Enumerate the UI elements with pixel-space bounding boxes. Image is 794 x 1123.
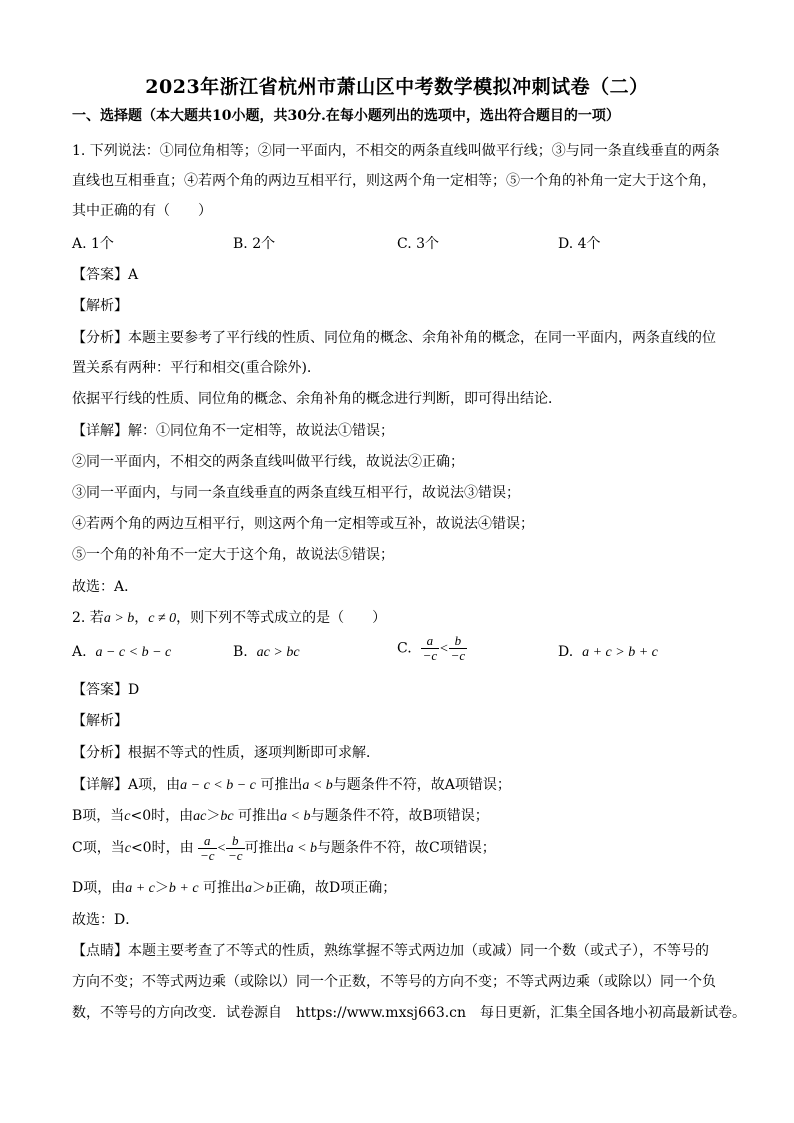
fraction: $\frac{b}{-c}$	[228, 832, 243, 863]
q1-answer: 【答案】A	[72, 267, 139, 283]
q2-fenxi: 【分析】根据不等式的性质，逐项判断即可求解．	[72, 745, 380, 761]
q1-detail-line: 故选：A．	[72, 579, 139, 595]
q1-stem-line3: 其中正确的有（ ）	[72, 203, 212, 219]
q1-fenxi-line3: 依据平行线的性质、同位角的概念、余角补角的概念进行判断，即可得出结论．	[72, 391, 562, 407]
q1-option-a: A. 1个	[72, 236, 114, 252]
q1-detail-line: ③同一平面内，与同一条直线垂直的两条直线互相平行，故说法③错误；	[72, 485, 520, 501]
q2-detail-a: 【详解】A项，由a − c < b − c 可推出a < b与题条件不符，故A项错误；	[72, 777, 511, 793]
q1-fenxi-line2: 置关系有两种：平行和相交(重合除外).	[72, 360, 312, 376]
q2-dianjing-line2: 方向不变；不等式两边乘（或除以）同一个正数，不等号的方向不变；不等式两边乘（或除以）同一个负	[72, 974, 716, 990]
q1-stem-line2: 直线也互相垂直；④若两个角的两边互相平行，则这两个角一定相等；⑤一个角的补角一定大于这个角，	[72, 173, 716, 189]
q2-detail-d: D项，由a + c＞b + c 可推出a＞b正确，故D项正确；	[72, 880, 397, 896]
fraction: $\frac{a}{-c}$	[422, 633, 438, 663]
q1-option-b: B. 2个	[233, 236, 276, 252]
q1-analysis-label: 【解析】	[72, 298, 128, 314]
q2-option-a: A. a − c < b − c	[72, 644, 172, 660]
q2-dianjing-line3: 数，不等号的方向改变．试卷源自 https://www.mxsj663.cn 每日更新，汇集全国各地小初高最新试卷。	[72, 1005, 747, 1021]
q2-option-d: D. a + c > b + c	[558, 644, 658, 660]
q1-fenxi-line1: 【分析】本题主要参考了平行线的性质、同位角的概念、余角补角的概念，在同一平面内，两条直线的位	[72, 330, 716, 346]
q1-detail-line: ⑤一个角的补角不一定大于这个角，故说法⑤错误；	[72, 547, 394, 563]
q2-option-c: C. $\frac{a}{-c}$ < $\frac{b}{-c}$	[397, 633, 466, 663]
q1-option-c: C. 3个	[397, 236, 440, 252]
fraction: $\frac{b}{-c}$	[450, 633, 466, 663]
fraction: $\frac{a}{-c}$	[200, 832, 215, 863]
q2-detail-b: B项，当c<0时，由ac＞bc 可推出a < b与题条件不符，故B项错误；	[72, 808, 489, 824]
q2-option-b: B. ac > bc	[233, 644, 300, 660]
q1-detail-line: 【详解】解：①同位角不一定相等，故说法①错误；	[72, 423, 394, 439]
page-title: 2023年浙江省杭州市萧山区中考数学模拟冲刺试卷（二）	[145, 76, 649, 98]
q1-stem-line1: 1. 下列说法：①同位角相等；②同一平面内，不相交的两条直线叫做平行线；③与同一条直线垂直的两条	[72, 143, 720, 159]
q2-analysis-label: 【解析】	[72, 713, 128, 729]
section-heading: 一、选择题（本大题共10小题，共30分.在每小题列出的选项中，选出符合题目的一项）	[72, 108, 620, 124]
q2-conclusion: 故选：D．	[72, 912, 140, 928]
q2-answer: 【答案】D	[72, 682, 140, 698]
q2-dianjing-line1: 【点睛】本题主要考查了不等式的性质，熟练掌握不等式两边加（或减）同一个数（或式子），不等号的	[72, 943, 709, 959]
q2-detail-c: C项，当c<0时，由 $\frac{a}{-c}$ < $\frac{b}{-c}$ 可推出a < b与题条件不符，故C项错误；	[72, 832, 496, 863]
q1-detail-line: ②同一平面内，不相交的两条直线叫做平行线，故说法②正确；	[72, 454, 464, 470]
q1-option-d: D. 4个	[558, 236, 601, 252]
q2-stem: 2. 若a > b，c ≠ 0，则下列不等式成立的是（ ）	[72, 610, 387, 626]
q1-detail-line: ④若两个角的两边互相平行，则这两个角一定相等或互补，故说法④错误；	[72, 516, 534, 532]
